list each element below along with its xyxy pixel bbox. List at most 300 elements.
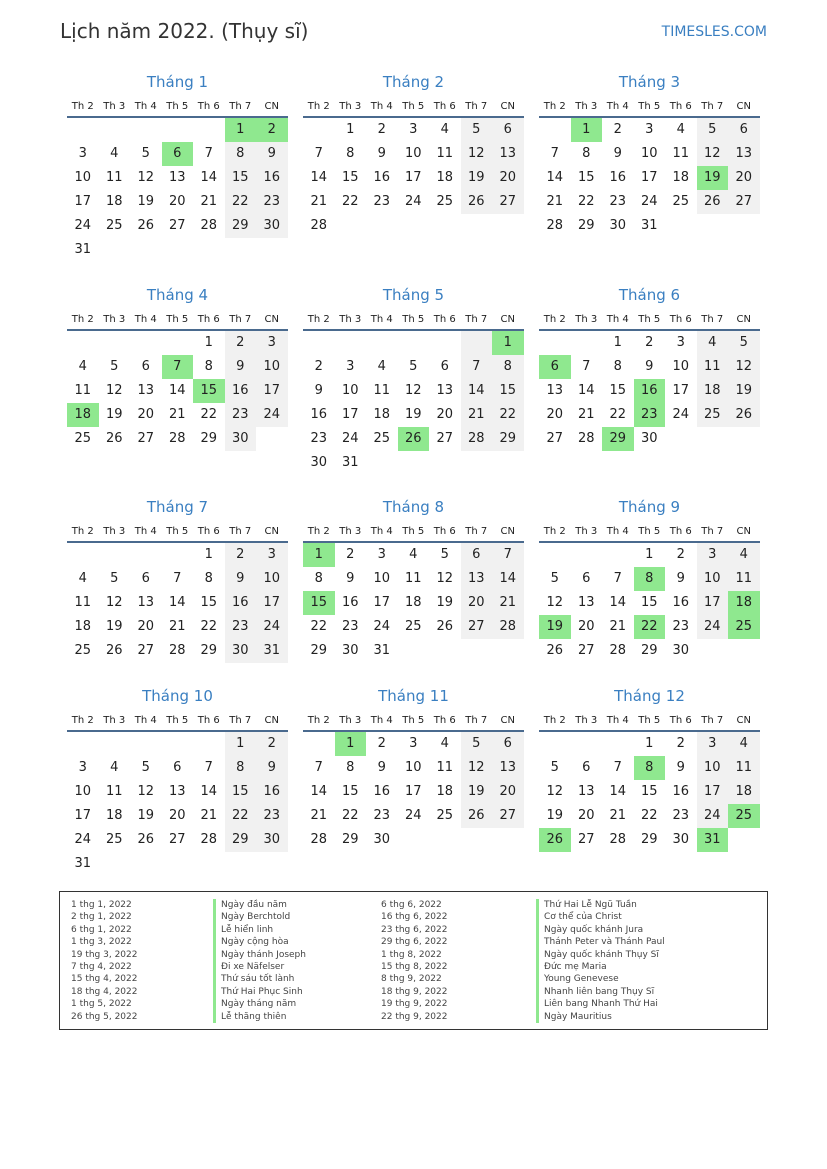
- weekday-label: CN: [736, 715, 751, 726]
- weekday-label: CN: [264, 314, 279, 325]
- day-cell: 11: [105, 784, 123, 799]
- day-grid: [67, 732, 288, 876]
- day-grid: [303, 118, 524, 238]
- holiday-day-cell: 1: [335, 732, 367, 756]
- empty-cell: [99, 118, 131, 142]
- day-cell: 16: [672, 784, 690, 799]
- holiday-day-cell: 19: [697, 166, 729, 190]
- day-cell: 14: [200, 784, 218, 799]
- day-cell: 3: [256, 543, 288, 567]
- day-cell: 11: [74, 383, 92, 398]
- day-cell: 21: [200, 194, 218, 209]
- day-cell: 14: [168, 383, 186, 398]
- site-link[interactable]: TIMESLES.COM: [661, 24, 767, 40]
- holiday-date: 15 thg 4, 2022: [71, 974, 138, 985]
- weekday-label: Th 3: [339, 101, 362, 112]
- day-cell: 10: [256, 567, 288, 591]
- weekday-label: Th 7: [465, 314, 488, 325]
- day-cell: 17: [697, 591, 729, 615]
- holiday-date: 1 thg 8, 2022: [381, 949, 442, 960]
- weekday-label: Th 7: [465, 101, 488, 112]
- weekday-label: Th 6: [433, 101, 456, 112]
- empty-cell: [571, 543, 603, 567]
- day-cell: 15: [341, 784, 359, 799]
- day-cell: 13: [492, 142, 524, 166]
- day-cell: 17: [640, 170, 658, 185]
- day-cell: 8: [346, 146, 355, 161]
- day-cell: 2: [377, 736, 386, 751]
- holiday-date: 18 thg 9, 2022: [381, 986, 448, 997]
- holiday-name-column: [536, 899, 665, 1023]
- day-cell: 17: [404, 170, 422, 185]
- weekday-label: Th 7: [229, 101, 252, 112]
- day-cell: 19: [137, 194, 155, 209]
- day-cell: 9: [645, 359, 654, 374]
- day-cell: 28: [609, 832, 627, 847]
- day-cell: 28: [546, 218, 564, 233]
- holiday-list: [59, 891, 768, 1030]
- holiday-day-cell: 22: [634, 615, 666, 639]
- weekday-header: [303, 96, 524, 118]
- holiday-name: Thứ Hai Phục Sinh: [213, 986, 306, 998]
- empty-cell: [193, 118, 225, 142]
- holiday-name: Ngày đầu năm: [213, 899, 306, 911]
- day-cell: 21: [577, 407, 595, 422]
- day-cell: 4: [728, 732, 760, 756]
- day-cell: 30: [256, 214, 288, 238]
- day-cell: 28: [168, 643, 186, 658]
- month-name: Tháng 11: [378, 687, 449, 705]
- weekday-label: Th 4: [134, 715, 157, 726]
- day-cell: 6: [461, 543, 493, 567]
- day-cell: 9: [377, 760, 386, 775]
- holiday-day-cell: 16: [634, 379, 666, 403]
- day-cell: 22: [200, 619, 218, 634]
- day-cell: 7: [582, 359, 591, 374]
- month-name: Tháng 10: [142, 687, 213, 705]
- day-cell: 29: [200, 431, 218, 446]
- holiday-date: 18 thg 4, 2022: [71, 986, 138, 997]
- day-cell: 11: [672, 146, 690, 161]
- weekday-label: CN: [264, 526, 279, 537]
- weekday-label: Th 4: [370, 526, 393, 537]
- day-cell: 29: [225, 828, 257, 852]
- day-cell: 8: [613, 359, 622, 374]
- day-cell: 6: [728, 118, 760, 142]
- day-cell: 5: [461, 118, 493, 142]
- day-cell: 8: [492, 355, 524, 379]
- day-cell: 18: [74, 619, 92, 634]
- holiday-name: Ngày thánh Joseph: [213, 949, 306, 961]
- holiday-date: 1 thg 5, 2022: [71, 999, 132, 1010]
- holiday-name: Thứ sáu tốt lành: [213, 973, 306, 985]
- day-cell: 8: [204, 571, 213, 586]
- day-cell: 6: [141, 571, 150, 586]
- day-cell: 2: [314, 359, 323, 374]
- day-cell: 6: [141, 359, 150, 374]
- day-cell: 17: [672, 383, 690, 398]
- day-cell: 12: [461, 142, 493, 166]
- day-cell: 28: [577, 431, 595, 446]
- weekday-label: Th 4: [370, 314, 393, 325]
- day-cell: 13: [546, 383, 564, 398]
- day-cell: 13: [137, 383, 155, 398]
- month-calendar: [539, 497, 760, 663]
- day-cell: 7: [461, 355, 493, 379]
- holiday-name: Đức mẹ Maria: [536, 961, 665, 973]
- weekday-header: [303, 309, 524, 331]
- day-cell: 24: [697, 615, 729, 639]
- day-cell: 21: [609, 619, 627, 634]
- month-name: Tháng 7: [146, 498, 209, 516]
- month-name: Tháng 12: [614, 687, 685, 705]
- day-cell: 14: [310, 170, 328, 185]
- weekday-header: [67, 710, 288, 732]
- weekday-label: Th 4: [606, 526, 629, 537]
- holiday-date-column: [381, 899, 447, 1023]
- day-cell: 23: [373, 808, 391, 823]
- weekday-header: [539, 521, 760, 543]
- day-cell: 13: [577, 784, 595, 799]
- holiday-date: 1 thg 1, 2022: [71, 900, 132, 910]
- day-cell: 18: [373, 407, 391, 422]
- day-cell: 11: [728, 756, 760, 780]
- day-cell: 23: [256, 190, 288, 214]
- day-cell: 12: [728, 355, 760, 379]
- empty-cell: [539, 118, 571, 142]
- day-cell: 7: [492, 543, 524, 567]
- month-calendar: [539, 285, 760, 451]
- weekday-label: Th 4: [134, 526, 157, 537]
- weekday-label: Th 4: [606, 715, 629, 726]
- day-cell: 23: [609, 194, 627, 209]
- day-cell: 12: [697, 142, 729, 166]
- weekday-label: Th 7: [701, 314, 724, 325]
- day-cell: 22: [225, 804, 257, 828]
- day-cell: 31: [373, 643, 391, 658]
- day-cell: 3: [346, 359, 355, 374]
- weekday-label: Th 7: [701, 526, 724, 537]
- day-cell: 3: [377, 547, 386, 562]
- day-cell: 30: [609, 218, 627, 233]
- month-name: Tháng 3: [618, 73, 681, 91]
- holiday-day-cell: 19: [539, 615, 571, 639]
- weekday-label: Th 6: [433, 314, 456, 325]
- day-cell: 5: [110, 359, 119, 374]
- day-cell: 20: [728, 166, 760, 190]
- day-cell: 17: [373, 595, 391, 610]
- empty-cell: [571, 331, 603, 355]
- empty-cell: [162, 331, 194, 355]
- day-cell: 30: [256, 828, 288, 852]
- holiday-name: Thứ Hai Lễ Ngũ Tuần: [536, 899, 665, 911]
- day-cell: 25: [105, 218, 123, 233]
- day-cell: 26: [105, 643, 123, 658]
- weekday-header: [539, 710, 760, 732]
- day-cell: 14: [461, 379, 493, 403]
- day-cell: 14: [168, 595, 186, 610]
- day-cell: 9: [256, 756, 288, 780]
- month-calendar: [539, 686, 760, 852]
- holiday-name: Cơ thể của Christ: [536, 911, 665, 923]
- day-cell: 1: [613, 335, 622, 350]
- weekday-label: Th 2: [71, 101, 94, 112]
- day-cell: 18: [672, 170, 690, 185]
- month-calendar: [67, 72, 288, 262]
- weekday-label: Th 2: [543, 314, 566, 325]
- day-cell: 2: [613, 122, 622, 137]
- day-cell: 28: [200, 218, 218, 233]
- day-cell: 3: [409, 736, 418, 751]
- empty-cell: [162, 543, 194, 567]
- day-grid: [539, 543, 760, 663]
- holiday-date: 7 thg 4, 2022: [71, 961, 132, 972]
- day-cell: 31: [640, 218, 658, 233]
- day-cell: 25: [436, 194, 454, 209]
- holiday-day-cell: 8: [634, 567, 666, 591]
- day-cell: 25: [373, 431, 391, 446]
- day-cell: 17: [697, 780, 729, 804]
- empty-cell: [130, 543, 162, 567]
- day-cell: 26: [105, 431, 123, 446]
- month-calendar: [539, 72, 760, 238]
- empty-cell: [429, 331, 461, 355]
- day-cell: 28: [310, 218, 328, 233]
- weekday-label: Th 2: [307, 715, 330, 726]
- day-cell: 8: [225, 756, 257, 780]
- day-cell: 23: [225, 615, 257, 639]
- weekday-label: CN: [736, 526, 751, 537]
- day-cell: 2: [346, 547, 355, 562]
- day-cell: 13: [461, 567, 493, 591]
- day-cell: 18: [404, 595, 422, 610]
- day-cell: 12: [436, 571, 454, 586]
- day-cell: 7: [173, 571, 182, 586]
- day-cell: 20: [168, 194, 186, 209]
- day-cell: 24: [697, 804, 729, 828]
- day-cell: 16: [373, 784, 391, 799]
- day-cell: 28: [609, 643, 627, 658]
- day-cell: 22: [341, 194, 359, 209]
- day-cell: 11: [436, 146, 454, 161]
- day-cell: 25: [74, 431, 92, 446]
- weekday-label: CN: [500, 101, 515, 112]
- empty-cell: [193, 732, 225, 756]
- day-cell: 14: [609, 595, 627, 610]
- day-cell: 12: [137, 170, 155, 185]
- day-cell: 23: [310, 431, 328, 446]
- weekday-label: Th 6: [197, 526, 220, 537]
- day-cell: 2: [645, 335, 654, 350]
- holiday-day-cell: 23: [634, 403, 666, 427]
- holiday-name: Young Genevese: [536, 973, 665, 985]
- weekday-header: [67, 309, 288, 331]
- weekday-header: [67, 521, 288, 543]
- day-cell: 2: [225, 543, 257, 567]
- weekday-label: Th 7: [465, 526, 488, 537]
- weekday-label: Th 6: [197, 715, 220, 726]
- empty-cell: [130, 331, 162, 355]
- weekday-label: Th 2: [307, 526, 330, 537]
- day-cell: 24: [373, 619, 391, 634]
- day-cell: 10: [74, 170, 92, 185]
- weekday-label: Th 7: [465, 715, 488, 726]
- day-cell: 31: [256, 639, 288, 663]
- weekday-label: Th 2: [71, 314, 94, 325]
- holiday-date: 26 thg 5, 2022: [71, 1011, 138, 1022]
- month-name: Tháng 6: [618, 286, 681, 304]
- day-cell: 15: [341, 170, 359, 185]
- empty-cell: [539, 543, 571, 567]
- holiday-date: 6 thg 1, 2022: [71, 924, 132, 935]
- weekday-label: CN: [264, 715, 279, 726]
- day-cell: 19: [404, 407, 422, 422]
- holiday-name: Liên bang Nhanh Thứ Hai: [536, 998, 665, 1010]
- day-cell: 19: [436, 595, 454, 610]
- day-cell: 5: [461, 732, 493, 756]
- day-cell: 10: [373, 571, 391, 586]
- day-cell: 24: [256, 403, 288, 427]
- weekday-label: Th 2: [71, 526, 94, 537]
- day-cell: 30: [640, 431, 658, 446]
- day-cell: 14: [609, 784, 627, 799]
- holiday-date: 19 thg 9, 2022: [381, 999, 448, 1010]
- day-cell: 26: [546, 643, 564, 658]
- day-cell: 8: [204, 359, 213, 374]
- holiday-name: Đi xe Näfelser: [213, 961, 306, 973]
- day-cell: 16: [672, 595, 690, 610]
- day-cell: 1: [645, 547, 654, 562]
- day-cell: 27: [577, 832, 595, 847]
- day-cell: 22: [310, 619, 328, 634]
- day-cell: 26: [461, 804, 493, 828]
- weekday-label: Th 4: [134, 101, 157, 112]
- holiday-name: Ngày Berchtold: [213, 911, 306, 923]
- weekday-label: CN: [500, 526, 515, 537]
- weekday-label: Th 4: [134, 314, 157, 325]
- day-cell: 24: [74, 218, 92, 233]
- day-cell: 4: [110, 146, 119, 161]
- day-cell: 28: [310, 832, 328, 847]
- day-cell: 8: [225, 142, 257, 166]
- day-cell: 11: [404, 571, 422, 586]
- day-cell: 22: [609, 407, 627, 422]
- day-cell: 12: [404, 383, 422, 398]
- day-cell: 21: [168, 407, 186, 422]
- day-cell: 26: [728, 403, 760, 427]
- day-cell: 15: [640, 595, 658, 610]
- day-cell: 25: [74, 643, 92, 658]
- weekday-label: Th 3: [575, 314, 598, 325]
- day-cell: 10: [341, 383, 359, 398]
- day-grid: [303, 732, 524, 852]
- day-cell: 12: [546, 595, 564, 610]
- holiday-name: Thánh Peter và Thánh Paul: [536, 936, 665, 948]
- day-cell: 3: [78, 146, 87, 161]
- day-cell: 27: [492, 804, 524, 828]
- day-cell: 29: [492, 427, 524, 451]
- day-cell: 20: [546, 407, 564, 422]
- weekday-label: Th 3: [339, 526, 362, 537]
- day-cell: 18: [728, 780, 760, 804]
- day-cell: 7: [204, 760, 213, 775]
- weekday-label: Th 7: [229, 526, 252, 537]
- empty-cell: [303, 118, 335, 142]
- day-cell: 29: [577, 218, 595, 233]
- day-cell: 7: [613, 760, 622, 775]
- day-cell: 13: [492, 756, 524, 780]
- day-cell: 16: [225, 591, 257, 615]
- day-cell: 21: [546, 194, 564, 209]
- weekday-label: Th 5: [638, 526, 661, 537]
- day-cell: 7: [314, 146, 323, 161]
- empty-cell: [99, 331, 131, 355]
- day-cell: 20: [461, 591, 493, 615]
- day-cell: 11: [436, 760, 454, 775]
- day-cell: 18: [436, 784, 454, 799]
- weekday-label: Th 5: [402, 314, 425, 325]
- day-cell: 22: [225, 190, 257, 214]
- empty-cell: [99, 732, 131, 756]
- day-cell: 29: [341, 832, 359, 847]
- day-cell: 9: [676, 760, 685, 775]
- day-cell: 6: [492, 118, 524, 142]
- weekday-label: Th 7: [701, 715, 724, 726]
- holiday-day-cell: 6: [162, 142, 194, 166]
- day-cell: 11: [74, 595, 92, 610]
- day-cell: 22: [577, 194, 595, 209]
- day-cell: 6: [582, 571, 591, 586]
- day-cell: 9: [225, 355, 257, 379]
- day-cell: 9: [225, 567, 257, 591]
- day-grid: [67, 543, 288, 663]
- empty-cell: [461, 331, 493, 355]
- day-cell: 19: [105, 407, 123, 422]
- weekday-label: Th 4: [370, 715, 393, 726]
- day-cell: 29: [640, 643, 658, 658]
- day-cell: 10: [640, 146, 658, 161]
- day-cell: 6: [582, 760, 591, 775]
- weekday-label: Th 3: [575, 715, 598, 726]
- day-cell: 4: [440, 736, 449, 751]
- day-cell: 9: [346, 571, 355, 586]
- day-cell: 20: [168, 808, 186, 823]
- day-grid: [67, 331, 288, 451]
- holiday-day-cell: 8: [634, 756, 666, 780]
- day-cell: 21: [310, 194, 328, 209]
- day-cell: 23: [672, 808, 690, 823]
- day-cell: 27: [492, 190, 524, 214]
- day-cell: 12: [105, 595, 123, 610]
- day-cell: 11: [728, 567, 760, 591]
- empty-cell: [398, 331, 430, 355]
- holiday-name: Ngày quốc khánh Thụy Sĩ: [536, 949, 665, 961]
- day-cell: 3: [78, 760, 87, 775]
- day-cell: 10: [404, 146, 422, 161]
- day-grid: [303, 331, 524, 475]
- day-cell: 1: [346, 122, 355, 137]
- weekday-label: Th 5: [638, 314, 661, 325]
- day-cell: 17: [341, 407, 359, 422]
- empty-cell: [335, 331, 367, 355]
- holiday-day-cell: 15: [303, 591, 335, 615]
- weekday-label: Th 5: [402, 526, 425, 537]
- weekday-label: CN: [736, 101, 751, 112]
- holiday-name: Ngày quốc khánh Jura: [536, 924, 665, 936]
- day-cell: 11: [697, 355, 729, 379]
- day-cell: 19: [105, 619, 123, 634]
- day-cell: 30: [310, 455, 328, 470]
